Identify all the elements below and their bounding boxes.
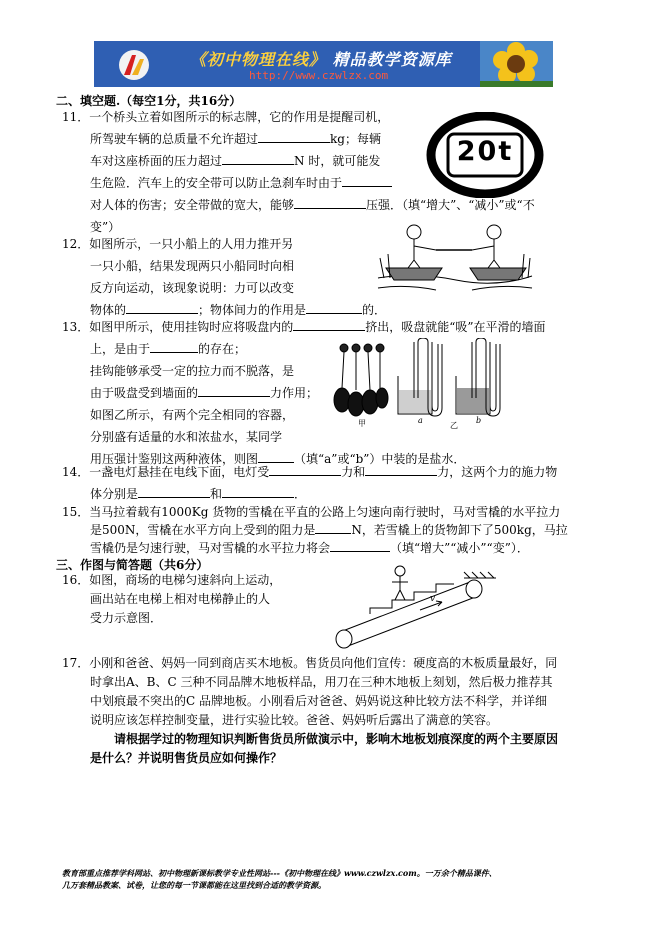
q13-line2: 上，是由于 的存在； xyxy=(90,338,246,360)
fig-label-jia: 甲 xyxy=(358,419,366,428)
q11-line2: 所驾驶车辆的总质量不允许超过 kg；每辆 xyxy=(90,128,381,150)
fig-label-a: a xyxy=(418,416,423,425)
q15-line3: 雪橇仍是匀速行驶，马对雪橇的水平拉力将会 （填“增大”“减小”“变”）． xyxy=(90,537,529,559)
q11-line3: 车对这座桥面的压力超过 N 时，就可能发 xyxy=(90,150,380,172)
q13-line6: 分别盛有适量的水和浓盐水，某同学 xyxy=(90,430,283,444)
suction-hooks-and-manometers-icon xyxy=(332,338,532,430)
q13-blank-2[interactable] xyxy=(150,339,198,353)
q13-line3: 挂钩能够承受一定的拉力而不脱落，是 xyxy=(90,364,295,378)
q16-escalator-figure xyxy=(330,558,498,650)
q12-line3: 反方向运动，该现象说明：力可以改变 xyxy=(90,281,295,295)
q11-line4: 生危险．汽车上的安全带可以防止急刹车时由于 xyxy=(90,172,392,194)
q11-blank-4[interactable] xyxy=(294,195,366,209)
footer-line1: 教育部重点推荐学科网站、初中物理新课标教学专业性网站---《初中物理在线》www.czwlzx.com。一万余个精品课件、 xyxy=(62,868,497,878)
site-title-main: 《初中物理在线》 xyxy=(190,50,327,69)
q11-blank-2[interactable] xyxy=(222,151,294,165)
q11-line1: 11．一个桥头立着如图所示的标志牌，它的作用是提醒司机， xyxy=(62,110,390,124)
q12-boats-figure xyxy=(376,218,534,300)
q15-line1: 15．当马拉着载有1000Kg 货物的雪橇在平直的公路上匀速向南行驶时，马对雪橇的水平拉力 xyxy=(62,505,561,519)
two-boats-people-icon xyxy=(376,218,534,300)
site-title-sub: 精品教学资源库 xyxy=(332,50,452,69)
q17-line1: 17．小刚和爸爸、妈妈一同到商店买木地板。售货员向他们宣传：硬度高的木板质量最好，同 xyxy=(62,656,558,670)
q17-line5: 请根据学过的物理知识判断售货员所做演示中，影响木地板划痕深度的两个主要原因 xyxy=(114,732,559,746)
q12-line1: 12．如图所示，一只小船上的人用力推开另 xyxy=(62,237,294,251)
q16-line1: 16．如图，商场的电梯匀速斜向上运动， xyxy=(62,573,282,587)
header-banner xyxy=(94,41,553,87)
q12-blank-1[interactable] xyxy=(126,300,198,314)
q15-blank-2[interactable] xyxy=(330,538,390,552)
site-logo-icon xyxy=(118,49,150,81)
weight-limit-sign-text: 20t xyxy=(456,136,514,167)
q13-line7: 用压强计鉴别这两种液体，则图 （填“a”或“b”）中装的是盐水． xyxy=(90,448,465,470)
q16-line3: 受力示意图． xyxy=(90,611,163,625)
q12-line4: 物体的 ；物体间力的作用是 的． xyxy=(90,299,386,321)
q11-weight-sign-figure xyxy=(426,112,544,198)
escalator-person-icon xyxy=(330,558,498,650)
q13-blank-3[interactable] xyxy=(198,383,270,397)
fig-label-b: b xyxy=(476,416,482,425)
sunflower-icon xyxy=(480,41,553,87)
q17-line4: 说明应该怎样控制变量，进行实验比较。爸爸、妈妈听后露出了满意的笑容。 xyxy=(90,713,499,727)
q14-line2: 体分别是 和 ． xyxy=(90,483,306,505)
section-drawing: 三、作图与简答题（共6分） xyxy=(56,558,209,572)
q14-blank-3[interactable] xyxy=(138,484,210,498)
q17-line2: 时拿出A、B、C 三种不同品牌木地板样品，用刀在三种木地板上刻划，然后极力推荐其 xyxy=(90,675,553,689)
q13-blank-1[interactable] xyxy=(293,317,365,331)
q17-line6: 是什么？并说明售货员应如何操作？ xyxy=(90,751,283,765)
q11-line6: 变”） xyxy=(90,220,121,234)
q17-line3: 中划痕最不突出的C 品牌地板。小刚看后对爸爸、妈妈说这种比较方法不科学，并详细 xyxy=(90,694,547,708)
q14-blank-1[interactable] xyxy=(269,462,341,476)
q14-blank-2[interactable] xyxy=(365,462,437,476)
velocity-label: v xyxy=(430,594,436,604)
q13-line4: 由于吸盘受到墙面的 力作用； xyxy=(90,382,318,404)
q12-blank-2[interactable] xyxy=(306,300,362,314)
q13-line5: 如图乙所示，有两个完全相同的容器， xyxy=(90,408,295,422)
q14-line1: 14．一盏电灯悬挂在电线下面，电灯受 力和 力，这两个力的施力物 xyxy=(62,461,557,483)
site-title xyxy=(190,47,452,70)
site-url: http://www.czwlzx.com xyxy=(249,69,389,82)
q11-blank-3[interactable] xyxy=(342,173,392,187)
q11-line5: 对人体的伤害；安全带做的宽大，能够 压强．（填“增大”、“减小”或“不 xyxy=(90,194,535,216)
footer-line2: 几万套精品教案、试卷，让您的每一节课都能在这里找到合适的教学资源。 xyxy=(62,880,326,890)
q14-blank-4[interactable] xyxy=(222,484,294,498)
q15-blank-1[interactable] xyxy=(315,520,351,534)
q16-line2: 画出站在电梯上相对电梯静止的人 xyxy=(90,592,271,606)
q12-line2: 一只小船，结果发现两只小船同时向相 xyxy=(90,259,295,273)
q13-suction-hook-figure xyxy=(332,338,532,430)
q11-blank-1[interactable] xyxy=(258,129,330,143)
q13-line1: 13．如图甲所示，使用挂钩时应将吸盘内的 挤出，吸盘就能“吸”在平滑的墙面 xyxy=(62,316,546,338)
q15-line2: 是500N，雪橇在水平方向上受到的阻力是 N，若雪橇上的货物卸下了500kg，马拉 xyxy=(90,519,568,541)
section-fill-blank: 二、填空题.（每空1分，共16分） xyxy=(56,94,242,108)
fig-label-yi: 乙 xyxy=(450,421,458,430)
